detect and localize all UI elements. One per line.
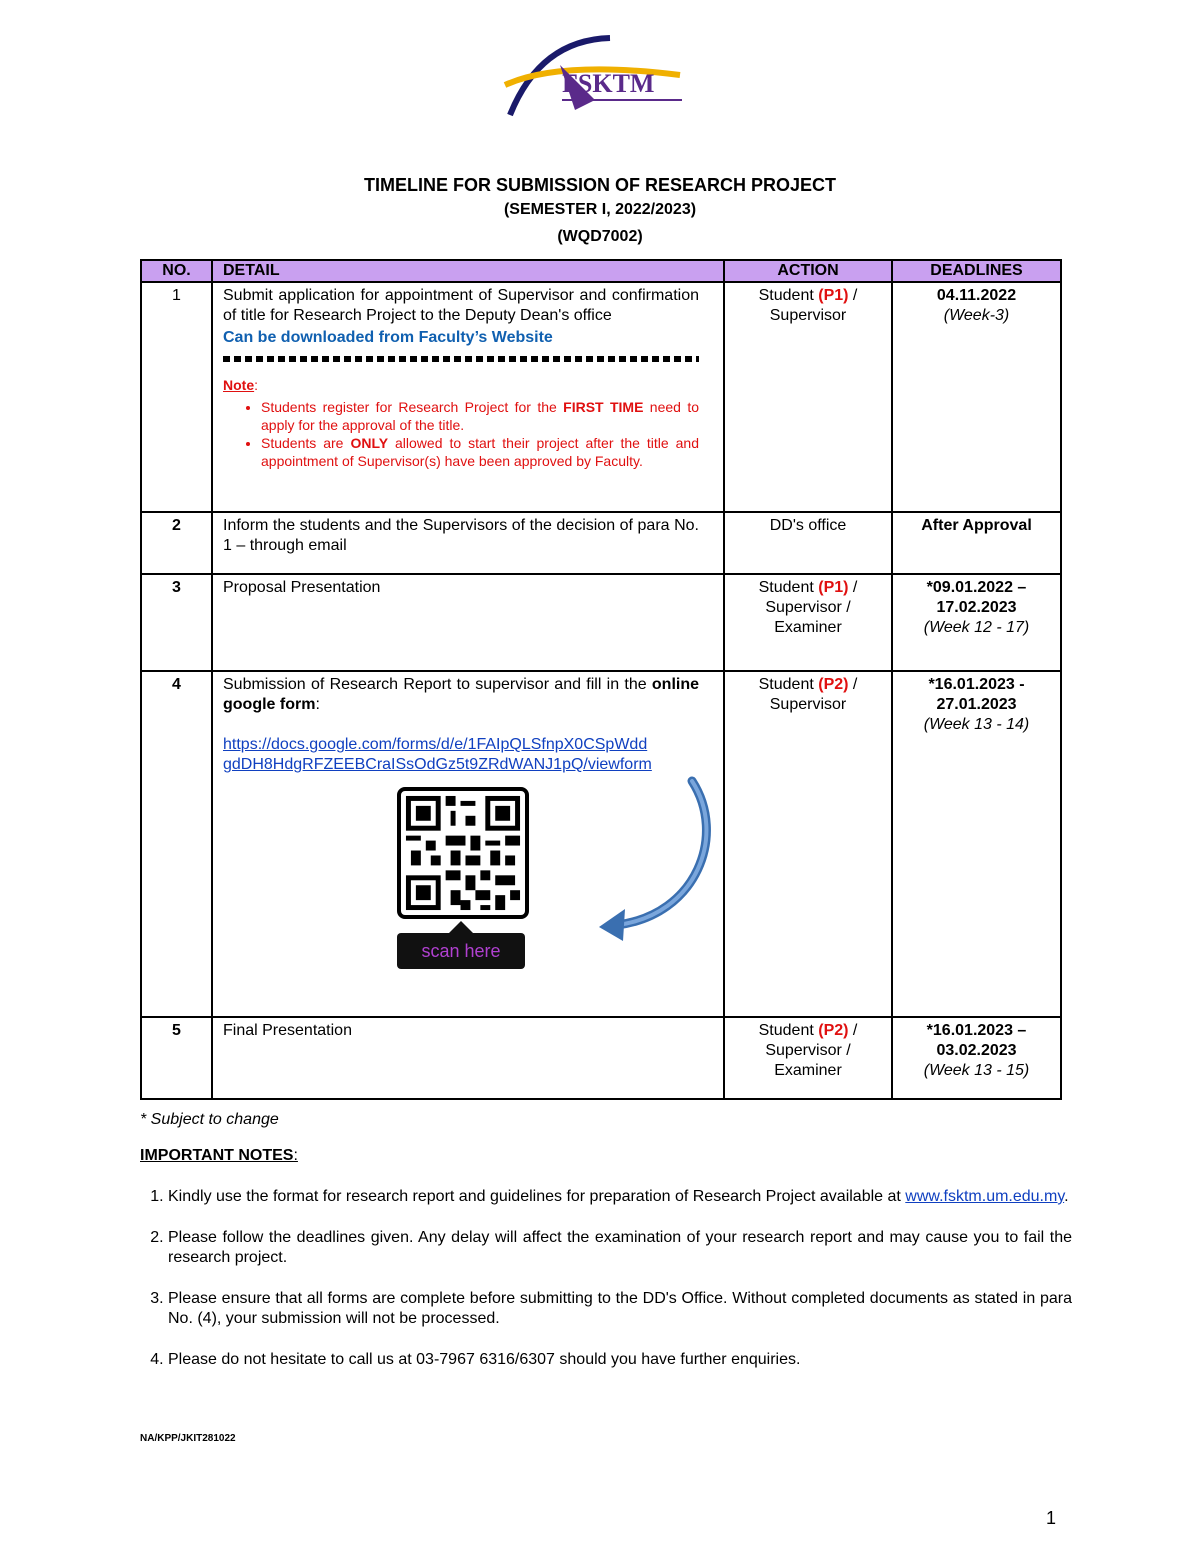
row-deadline [892,1017,1061,1099]
url-line[interactable]: https://docs.google.com/forms/d/e/1FAIpQLSfnpX0CSpWdd [223,736,648,753]
download-note: Can be downloaded from Faculty’s Website [223,329,553,346]
row-action [724,574,892,671]
deadline-week: (Week-3) [943,307,1010,324]
course-code: (WQD7002) [557,228,643,245]
detail-emphasis: online google form [223,676,699,713]
action-role: Student [758,287,819,304]
detail-text: Submit application for appointment of Supervisor and confirmation of title for Research Project to the Deputy Dean's office [223,287,699,324]
row-no: 4 [141,671,212,1017]
detail-part: : [315,696,320,713]
qr-code-icon [397,787,529,919]
row-deadline [892,282,1061,512]
action-role: Student [758,1022,819,1039]
important-notes-list [140,1187,1072,1391]
deadline-week: (Week 12 - 17) [923,619,1030,636]
row-no: 5 [141,1017,212,1099]
action-code: (P1) [818,287,849,304]
table-header-row [141,260,1061,282]
document-reference: NA/KPP/JKIT281022 [140,1433,236,1444]
scan-here-label: scan here [397,933,525,969]
row-deadline: After Approval [892,512,1061,574]
deadline-date: *16.01.2023 – [926,1022,1027,1039]
row-action [724,671,892,1017]
deadline-date: 17.02.2023 [936,599,1017,616]
action-role: Supervisor [769,696,847,713]
list-item [261,398,699,434]
page-title: TIMELINE FOR SUBMISSION OF RESEARCH PROJECT [363,175,837,195]
list-item: 3. Please ensure that all forms are complete before submitting to the DD's Office. Without completed documents as stated in para No. (4), your submission will not be processed. [168,1289,1072,1329]
bullet-text: need to apply for the approval of the title. [261,399,699,433]
row-deadline [892,671,1061,1017]
note-label: Note [223,377,255,393]
row-action [724,282,892,512]
deadline-date: *16.01.2023 - [928,676,1025,693]
subject-to-change-note: * Subject to change [140,1111,279,1128]
deadline-date: 04.11.2022 [936,287,1017,304]
action-code: (P1) [818,579,849,596]
row-detail [212,671,724,1017]
action-role: Supervisor / [765,1042,851,1059]
deadline-date: *09.01.2022 – [926,579,1027,596]
google-form-link[interactable] [223,735,699,775]
header-detail: DETAIL [212,260,724,282]
action-sep: / [848,287,858,304]
deadline-week: (Week 13 - 14) [923,716,1030,733]
heading-text: IMPORTANT NOTES [140,1147,294,1164]
list-item: 2. Please follow the deadlines given. Any delay will affect the examination of your research report and may cause you to fail the research project. [168,1228,1072,1268]
header-deadlines: DEADLINES [892,260,1061,282]
action-sep: / [848,676,858,693]
action-role: Supervisor [769,307,847,324]
table-row [141,512,1061,574]
deadline-date: 03.02.2023 [936,1042,1017,1059]
page-number: 1 [1046,1508,1057,1528]
table-row [141,574,1061,671]
row-detail: Final Presentation [212,1017,724,1099]
action-code: (P2) [818,676,849,693]
action-role: Supervisor / [765,599,851,616]
action-role: Student [758,676,819,693]
row-deadline [892,574,1061,671]
list-item: 4. Please do not hesitate to call us at 03-7967 6316/6307 should you have further enquiries. [168,1350,1072,1370]
url-line[interactable]: gdDH8HdgRFZEEBCraISsOdGz5t9ZRdWANJ1pQ/viewform [223,756,652,773]
bullet-text: Students register for Research Project for the [261,399,564,415]
action-code: (P2) [818,1022,849,1039]
action-role: Examiner [774,1062,842,1079]
list-item [261,434,699,470]
action-sep: / [848,579,858,596]
dashed-divider [223,356,699,362]
row-no: 1 [141,282,212,512]
header-no: NO. [141,260,212,282]
detail-text [223,675,699,715]
action-role: Examiner [774,619,842,636]
fsktm-website-link[interactable]: www.fsktm.um.edu.my [905,1188,1065,1205]
note-colon: : [254,377,259,393]
row-no: 3 [141,574,212,671]
curved-arrow-icon [577,775,717,945]
note-text: Kindly use the format for research report and guidelines for preparation of Research Project available at [168,1188,906,1205]
row-detail: Inform the students and the Supervisors of the decision of para No. 1 – through email [212,512,724,574]
semester-subtitle: (SEMESTER I, 2022/2023) [503,201,697,218]
bullet-emphasis: ONLY [350,435,389,451]
bullet-emphasis: FIRST TIME [563,399,644,415]
detail-part: Submission of Research Report to supervisor and fill in the [223,676,652,693]
row-action [724,1017,892,1099]
table-row [141,1017,1061,1099]
heading-colon: : [293,1147,298,1164]
fsktm-logo [500,30,690,130]
table-row [141,282,1061,512]
list-item [168,1187,1072,1207]
deadline-week: (Week 13 - 15) [923,1062,1030,1079]
note-text: . [1064,1188,1069,1205]
bullet-text: allowed to start their project after the title and appointment of Supervisor(s) have been approved by Faculty. [261,435,699,469]
row-detail [212,282,724,512]
row-detail: Proposal Presentation [212,574,724,671]
row-no: 2 [141,512,212,574]
important-notes-heading [140,1147,298,1165]
svg-text:FSKTM: FSKTM [562,69,655,98]
bullet-text: Students are [261,435,351,451]
qr-area [223,775,699,1005]
deadline-date: 27.01.2023 [936,696,1017,713]
header-action: ACTION [724,260,892,282]
timeline-table [140,259,1062,1100]
action-sep: / [848,1022,858,1039]
table-row [141,671,1061,1017]
note-block [223,376,699,470]
action-role: Student [758,579,819,596]
row-action: DD's office [724,512,892,574]
